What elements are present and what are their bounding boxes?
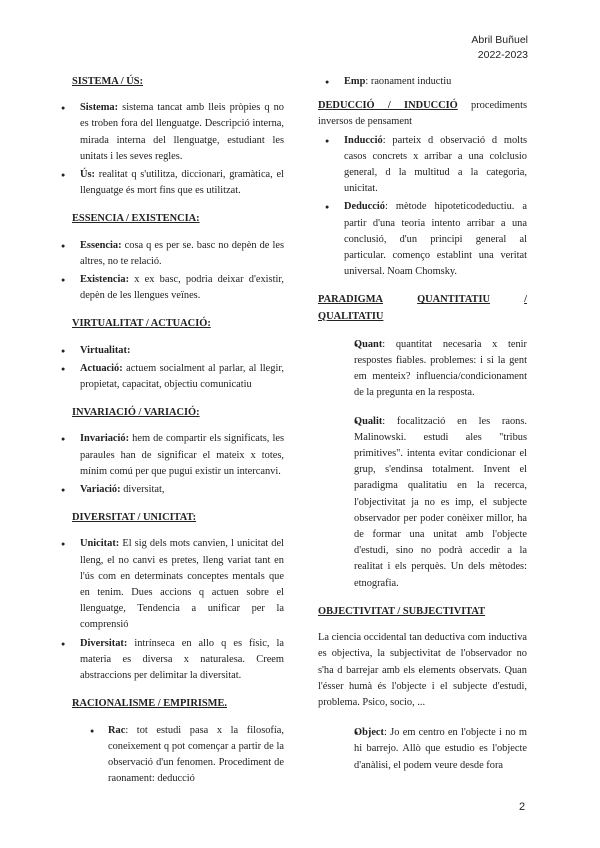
bullet-list-racionalisme — [54, 723, 284, 788]
right-column — [318, 74, 527, 776]
list-item — [54, 100, 284, 165]
term: Deducció — [344, 201, 385, 213]
section-heading-racionalisme: RACIONALISME / EMPIRISME. — [72, 698, 228, 710]
list-item — [318, 199, 527, 280]
term: Quant — [354, 338, 383, 350]
section-heading-essencia: ESSENCIA / EXISTENCIA: — [72, 213, 200, 225]
list-item — [54, 361, 284, 393]
definition: cosa q es per se. basc no depèn de les altres, no te relació. — [80, 239, 284, 267]
bullet-list-diversitat — [54, 536, 284, 684]
deduccio-intro — [318, 98, 527, 130]
list-item — [54, 238, 284, 270]
section-heading-objectivitat: OBJECTIVITAT / SUBJECTIVITAT — [318, 605, 486, 617]
term: Variació: — [80, 484, 121, 496]
bullet-list-paradigma — [318, 337, 527, 592]
list-item — [318, 133, 527, 198]
heading-word: / — [524, 294, 527, 306]
section-heading-sistema: SISTEMA / ÚS: — [72, 76, 144, 87]
list-item — [54, 343, 284, 359]
section-heading-deduccio: DEDUCCIÓ / INDUCCIÓ — [318, 100, 458, 112]
definition: sistema tancat amb lleis pròpies q no es troben fora del llenguatge. Descripció interna, mirada interna del llenguatge, estudiant les unitats i les seves regles. — [80, 102, 284, 162]
definition: : Jo em centro en l'objecte i no m hi barrejo. Allò que estudio es l'objecte d'anàlisi, el podem veure desde fora — [354, 727, 527, 771]
term: Invariació: — [80, 433, 130, 445]
term: Sistema: — [80, 102, 119, 114]
definition: : raonament inductiu — [365, 76, 452, 87]
heading-word: QUANTITATIU — [417, 294, 491, 306]
list-item — [54, 272, 284, 304]
section-heading-diversitat: DIVERSITAT / UNICITAT: — [72, 512, 197, 524]
intro-text: procediments inversos de pensament — [318, 100, 527, 128]
list-item — [318, 337, 527, 402]
list-item — [54, 636, 284, 685]
list-item — [318, 74, 527, 90]
definition: hem de compartir els significats, les paraules han de significar el mateix x totes, mínim comú per que pugui existir un intercanvi. — [80, 433, 284, 477]
academic-year: 2022-2023 — [477, 49, 528, 61]
list-item — [54, 482, 284, 498]
list-item — [318, 725, 527, 774]
definition: : mètode hipoteticodeductiu. a partir d'una teoria intento arribar a una conclusió, d'un principi general al particular. començo establint una veritat universal. Noam Chomsky. — [344, 201, 527, 278]
bullet-list-essencia — [54, 238, 284, 305]
term: Actuació: — [80, 362, 123, 374]
definition: x ex basc, podria deixar d'existir, depèn de les llengues veïnes. — [80, 274, 284, 302]
term: Object — [354, 727, 385, 739]
list-item — [54, 431, 284, 480]
heading-word: PARADIGMA — [318, 294, 384, 306]
term: Inducció — [344, 134, 383, 146]
term: Qualit — [354, 415, 383, 427]
bullet-list-sistema — [54, 100, 284, 199]
term: Unicitat: — [80, 538, 120, 550]
section-heading-virtualitat: VIRTUALITAT / ACTUACIÓ: — [72, 318, 211, 330]
list-item — [54, 536, 284, 633]
list-item — [54, 167, 284, 199]
definition: : parteix d observació d molts casos concrets x arribar a una colclusio general, d la multitud a la categoria, unicitat. — [344, 134, 527, 195]
definition: actuem socialment al parlar, al llegir, propietat, capacitat, objectiu comunicatiu — [80, 362, 284, 391]
objectivitat-paragraph: La ciencia occidental tan deductiva com inductiva es objectiva, la subjectivitat de l'observador no s'ha d barrejar amb els elements observats. Quan l'ésser humà és l'objecte i el subjecte d'estudi, problema. Psico, socio, ... — [318, 632, 527, 708]
definition: intrínseca en allo q es físic, la materia es diversa x naturalesa. Creem abstraccions per delimitar la diversitat. — [80, 637, 284, 682]
bullet-list-virtualitat — [54, 343, 284, 394]
section-heading-paradigma — [318, 292, 527, 324]
bullet-list-invariacio — [54, 431, 284, 498]
definition: : focalització en les raons. Malinowski. estudi ales "tribus primitives". intenta evitar condicionar el grup, s'endinsa totalment. Invent el paradigma qualitatiu en la recerca, l'objectivitat ja no es imp, el subjecte observador per poder conèixer millor, ha de formar una unitat amb l'objecte d'estudi, sino no podrà accedir a la realitat i els perquès. Un dels mètodes: etnografia. — [354, 415, 527, 589]
definition: : tot estudi pasa x la filosofía, coneixement q pot començar a partir de la observació d'un fenomen. Procediment de raonament: deducció — [108, 724, 284, 785]
term: Emp — [344, 76, 366, 87]
page-header — [471, 33, 528, 63]
definition: diversitat, — [120, 484, 165, 496]
heading-word: QUALITATIU — [318, 310, 384, 322]
list-item — [54, 723, 284, 788]
term: Essencia: — [80, 239, 122, 251]
definition: realitat q s'utilitza, diccionari, gramàtica, el llenguatge és mort fins que es utilitzat. — [80, 169, 284, 197]
definition: El sig dels mots canvien, l unicitat del lleng, el no canvi es pretes, lleng variat tant en l'ús com en determinats conceptes mentals que en tenim. Dues accions q actuen sobre el llenguatge, Tendencia a unificar per la comprensió — [80, 538, 284, 631]
bullet-list-objectivitat — [318, 725, 527, 774]
term: Virtualitat: — [80, 344, 131, 356]
definition: : quantitat necesaria x tenir respostes fiables. problemes: i si la gent em menteix? influencia/condicionament de la pregunta en la resposta. — [354, 338, 527, 399]
bullet-list-emp — [318, 74, 527, 90]
term: Ús: — [80, 169, 96, 181]
page-number: 2 — [519, 801, 526, 813]
term: Rac — [108, 724, 126, 736]
bullet-list-deduccio — [318, 133, 527, 281]
author-name: Abril Buñuel — [471, 34, 528, 46]
term: Diversitat: — [80, 637, 128, 649]
list-item — [318, 414, 527, 592]
section-heading-invariacio: INVARIACIÓ / VARIACIÓ: — [72, 407, 200, 419]
term: Existencia: — [80, 274, 130, 286]
left-column — [54, 74, 284, 789]
